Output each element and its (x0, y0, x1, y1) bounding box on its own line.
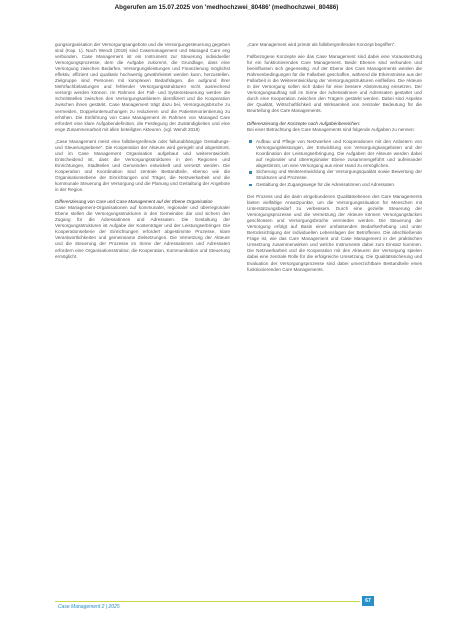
right-quote-paragraph: „Care Management wird primär als fallübergreifendes Konzept begriffen“. (247, 42, 396, 47)
bullet-item: Gestaltung der Zugangswege für die Adressatinnen und Adressaten. (256, 182, 422, 188)
journal-footer: Case Management 2 | 2025 (58, 604, 120, 610)
task-bullet-list (247, 139, 422, 188)
left-paragraph-1: gungsorganisation der Versorgungsangebote und die Versorgungssteuerung gegeben sind (Kap. 1). Nach Wendt (2018) sind Casemanagement und Managed Care eng verbunden. Case Management ist ein Instrument zur Steuerung individueller Versorgungsprozesse, dem die Aufgabe zukommt, die Grundlage, dass eine Versorgung zwischen Bedarfen, Versorgungsleistungen und Finanzierung möglichst effektiv, effizient und qualitativ hochwertig gewährleistet werden kann, herzustellen. Zielgruppe sind Personen mit komplexen Bedarfslagen, die aufgrund ihrer Mehrfachbelastungen und fehlender Versorgungsstrukturen nicht ausreichend versorgt werden können. Im Rahmen der Fall- und Systemsteuerung werden die Schnittstellen zwischen den Versorgungsanbietern identifiziert und die Kooperation zwischen ihnen gestärkt. Case Management trägt dazu bei, Versorgungsbrüche zu vermeiden, Doppeluntersuchungen zu reduzieren und die Patientenorientierung zu erhöhen. Die Einführung von Case Management im Rahmen von Managed Care erfordert eine klare Aufgabendefinition, die Festlegung der Zuständigkeiten und eine enge Zusammenarbeit mit allen beteiligten Akteuren. (vgl. Wendt 2018) (55, 42, 230, 132)
left-column (55, 42, 230, 266)
left-subheading: Differenzierung von Care und Case Management auf der Ebene Organisation (55, 199, 213, 205)
right-paragraph-2: Fallbezogene Konzepte wie das Case Management sind dabei eine Voraussetzung für ein funktionierendes Care Management. Beide Ebenen sind verbunden und beeinflussen sich gegenseitig. Auf der Ebene des Care Managements werden die Rahmenbedingungen für die Fallarbeit geschaffen, während die Erkenntnisse aus der Fallarbeit in die Weiterentwicklung der Versorgungsstrukturen einfließen. Die Akteure in der Versorgung sollen sich dabei für eine bessere Abstimmung einsetzen. Der Versorgungsauftrag soll im Sinne der Adressatinnen und Adressaten gestaltet und durch eine Kooperation zwischen den Trägern gestärkt werden. Dabei sind Aspekte der Qualität, Wirtschaftlichkeit und Wirksamkeit von zentraler Bedeutung für die Beurteilung des Care Managements. (247, 54, 422, 114)
left-paragraph-3: Case Management-Organisationen auf kommunaler, regionaler und überregionaler Ebene stellen die Versorgungsstrukturen in den Gemeinden dar und sichern den Zugang für die Adressatinnen und Adressaten. Die Gestaltung der Versorgungsstrukturen ist Aufgabe der Kostenträger und der Leistungserbringer. Die Kooperationsebene der Einrichtungen erfordert abgestimmte Prozesse, klare Verantwortlichkeiten und gemeinsame Zielsetzungen. Die Vernetzung der Akteure und die Steuerung der Prozesse im Sinne der Adressatinnen und Adressaten erfordern eine Organisationsstruktur, die Kooperation, Kommunikation und Steuerung ermöglicht. (55, 205, 230, 259)
right-subheading: Differenzierung der Konzepte nach Aufgabenbereichen: (247, 120, 361, 126)
download-header: Abgerufen am 15.07.2025 von 'medhochzwei_80486' (medhochzwei_80486) (114, 4, 339, 11)
bullet-item: Sicherung und Weiterentwicklung der Versorgungsqualität sowie Bewertung der Strukturen und Prozesse. (256, 169, 422, 181)
bullet-item: Aufbau und Pflege von Netzwerken und Kooperationen mit den Anbietern von Versorgungsleistungen, der Entwicklung von Versorgungsangeboten und der Koordination der Leistungserbringung. Die Aufgaben der Akteure werden dabei auf regionaler und überregionaler Ebene zusammengeführt und aufeinander abgestimmt, um eine Versorgung aus einer Hand zu ermöglichen. (256, 138, 422, 168)
right-paragraph-3: Bei einer Betrachtung des Care Managements sind folgende Aufgaben zu nennen: (247, 126, 415, 132)
right-column (247, 42, 422, 279)
left-quote-paragraph: „Case Management meint eine fallübergreifende oder fallunabhängige Gestaltungs- und Steuerungsebene“. Die Kooperation der Akteure wird geregelt und abgestimmt, und im Case Management Organisation aufgebaut und weiterentwickelt. Entscheidend ist, dass die Versorgungsstrukturen in den Regionen und Einrichtungen, Stadtteilen und Gemeinden entwickelt und vernetzt werden. Die Kooperation und Koordination sind zentrale Bestandteile, ebenso wie die Organisationsebene der Einrichtungen und Träger, die Netzwerkarbeit und die kommunale Steuerung der Versorgung und die Planung und Gestaltung der Angebote in der Region. (55, 138, 230, 193)
page-number-badge: 67 (362, 596, 374, 606)
footer-rule (55, 601, 360, 602)
right-paragraph-4: Der Prozess und die darin eingebundenen Qualitätsebenen des Care Managements bieten vielfältige Ansatzpunkte, um die Versorgungssituation für Menschen mit Unterstützungsbedarf zu verbessern. Durch eine gezielte Steuerung der Versorgungsprozesse und die Vernetzung der Akteure können Versorgungslücken geschlossen und Versorgungsbrüche vermieden werden. Die Steuerung der Versorgung erfolgt auf Basis einer umfassenden Bedarfserhebung und unter Berücksichtigung der individuellen Lebenslagen der Betroffenen. Die abschließende Frage ist, wie das Care Management und Case Management in der praktischen Umsetzung zusammenwirken und welche Instrumente dabei zum Einsatz kommen. Die Netzwerkarbeit und die Kooperation mit den Akteuren der Versorgung spielen dabei eine zentrale Rolle für die erfolgreiche Umsetzung. Die Qualitätssicherung und Evaluation der Versorgungsprozesse sind dabei unverzichtbare Bestandteile eines funktionierenden Care Managements. (247, 193, 422, 272)
